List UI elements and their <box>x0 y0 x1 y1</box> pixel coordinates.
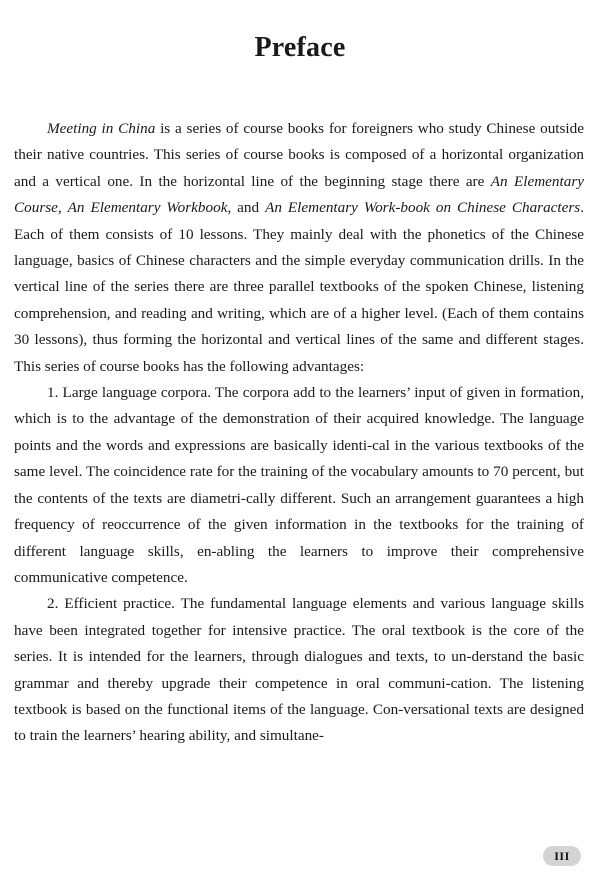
book-title-elementary-course: An Elementary Course <box>14 172 584 217</box>
text-run: , <box>57 199 68 217</box>
page-title: Preface <box>254 32 346 63</box>
paragraph-efficient-practice: 2. Efficient practice. The fundamental language elements and various language skills have been integrated together for intensive practice. The oral textbook is the core of the series. It is intended for the learners, through dialogues and texts, to un-derstand the basic grammar and thereby upgrade their competence in oral communi-cation. The listening textbook is based on the functional items of the language. Con-versational texts are designed to train the learners’ hearing ability, and simultane- <box>14 595 584 745</box>
paragraph-large-corpora: 1. Large language corpora. The corpora add to the learners’ input of given in formation, which is to the advantage of the demonstration of their acquired knowledge. The language points and the words and expressions are basically identi-cal in the various textbooks of the same level. The coincidence rate for the training of the vocabulary amounts to 70 percent, but the contents of the texts are diametri-cally different. Such an arrangement guarantees a high frequency of reoccurrence of the given information in the textbooks for the training of different language skills, en-abling the learners to improve their comprehensive communicative competence. <box>14 384 584 586</box>
book-title-elementary-workbook: An Elementary Workbook <box>67 199 228 217</box>
paragraph-intro <box>14 116 584 380</box>
preface-body <box>14 116 584 750</box>
page-number: III <box>543 846 581 866</box>
book-title-elementary-workbook-characters: An Elementary Work-book on Chinese Characters <box>265 199 581 217</box>
text-run: . Each of them consists of 10 lessons. They mainly deal with the phonetics of the Chinese language, basics of Chinese characters and the simple everyday communication drills. In the vertical line of the series there are three parallel textbooks of the spoken Chinese, listening comprehension, and reading and writing, which are of a higher level. (Each of them contains 30 lessons), thus forming the horizontal and vertical lines of the same and different stages. This series of course books has the following advantages: <box>14 199 585 375</box>
text-run: is a series of course books for foreigners who study Chinese outside their native countries. This series of course books is composed of a horizontal organization and a vertical one. In the horizontal line of the beginning stage there are <box>14 120 584 190</box>
text-run: , and <box>227 199 266 217</box>
book-title-meeting-in-china: Meeting in China <box>47 120 156 137</box>
